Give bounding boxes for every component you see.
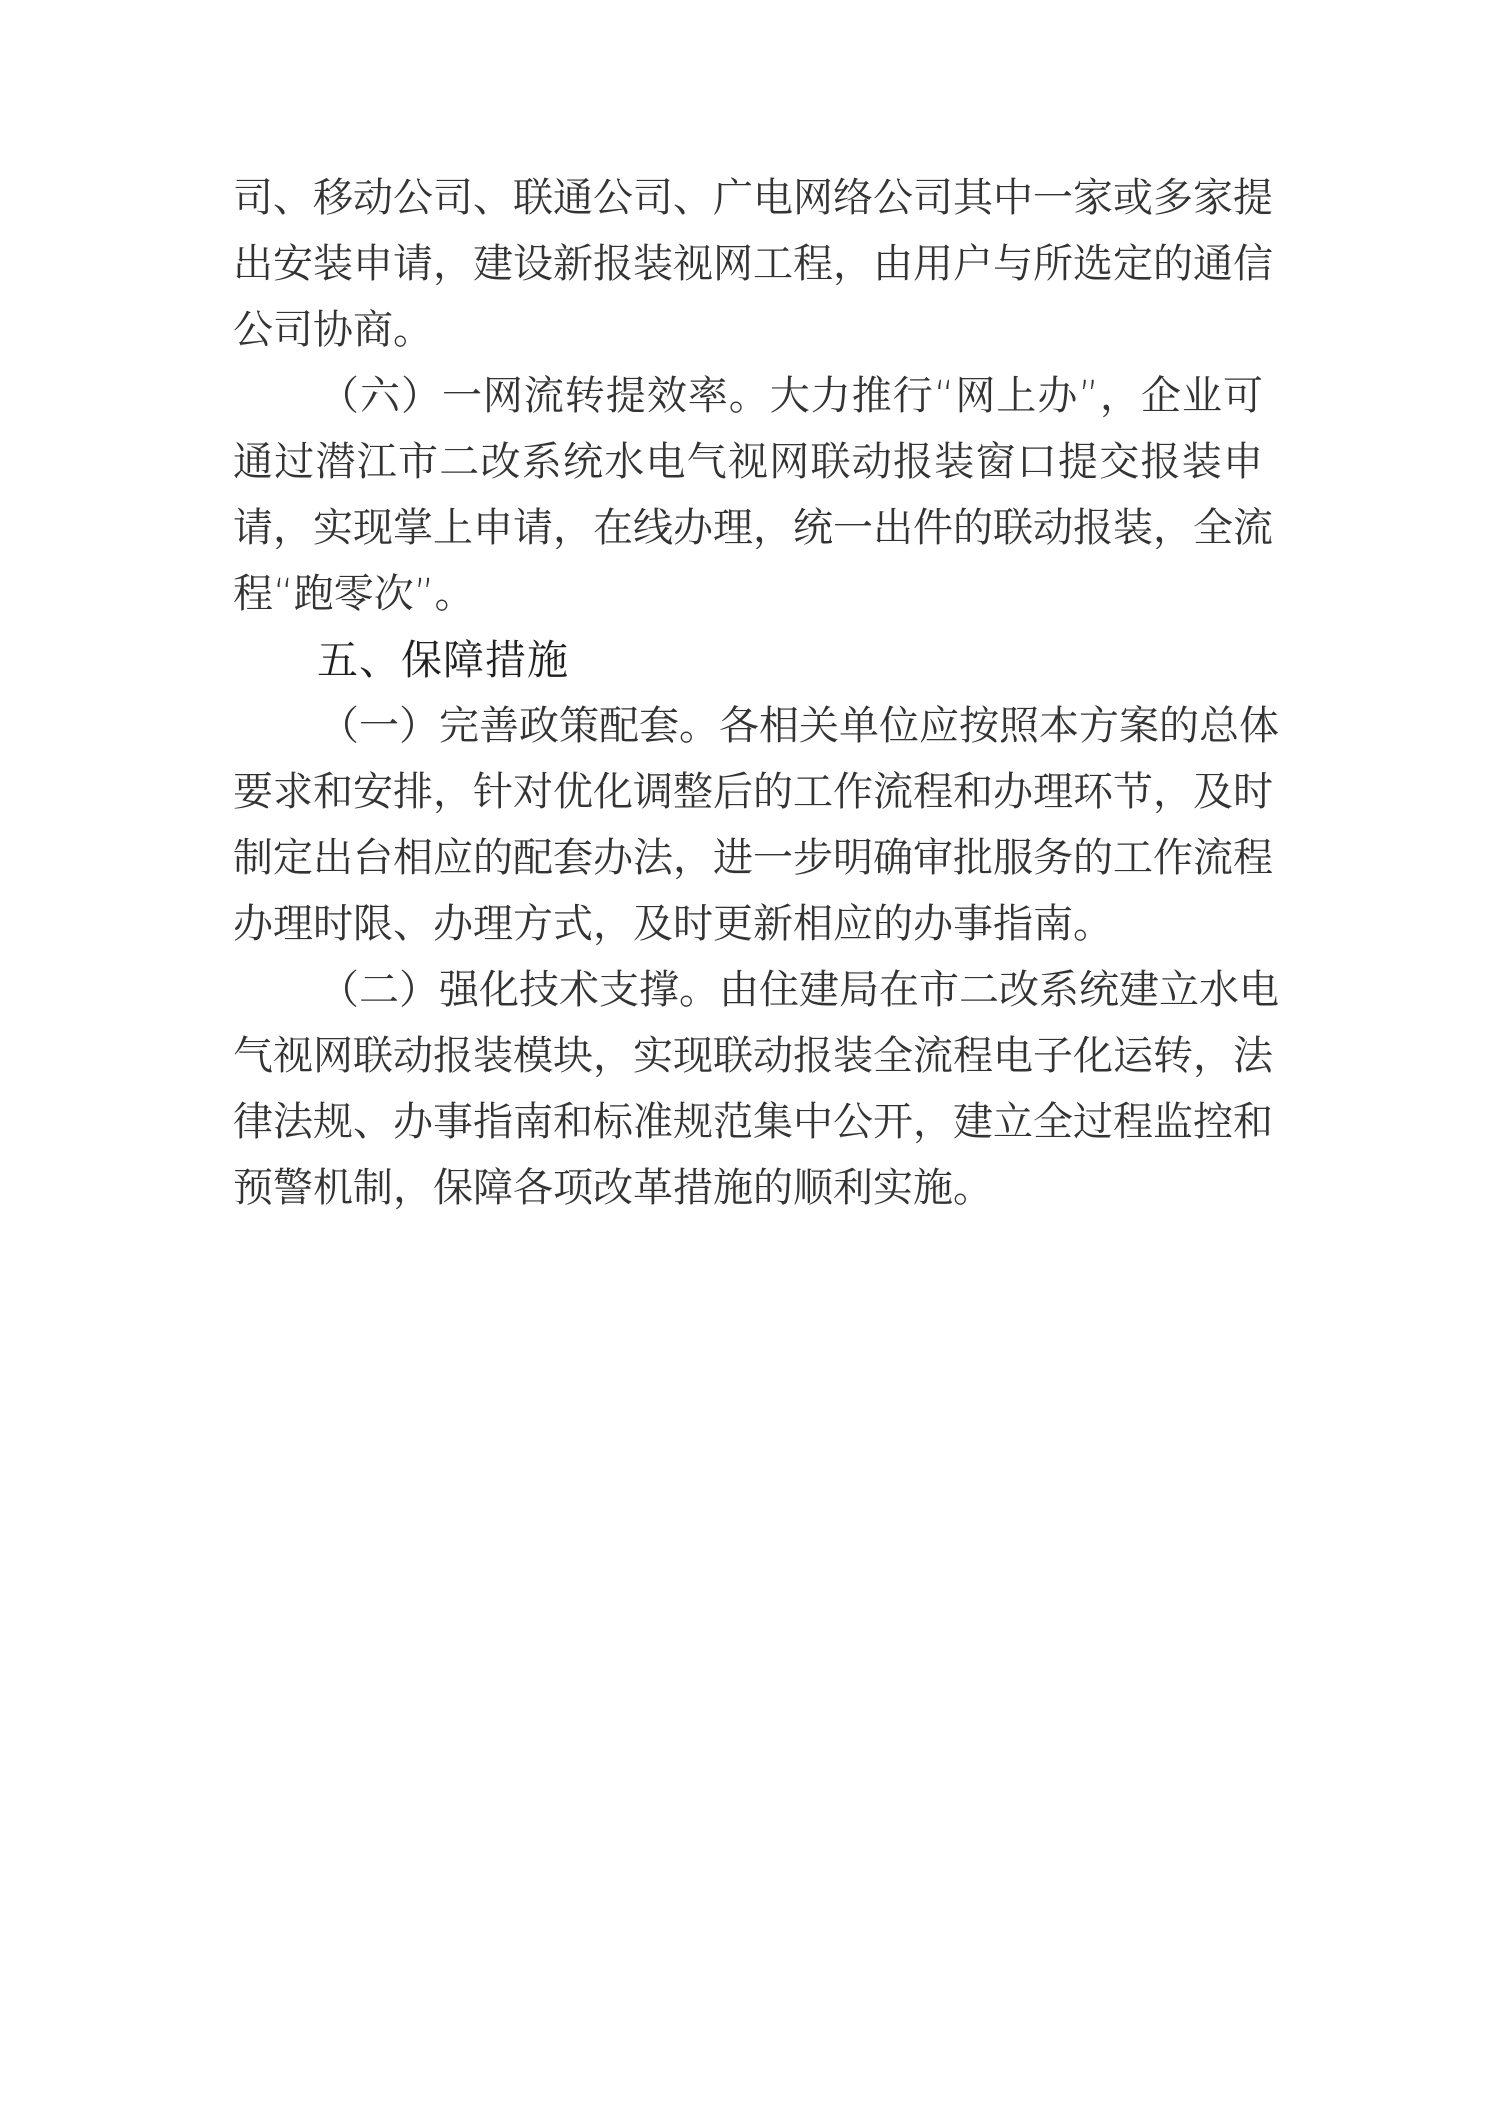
paragraph-line: （六）一网流转提效率。大力推行“网上办”，企业可 xyxy=(319,373,1263,419)
document-body xyxy=(233,165,1279,1221)
paragraph-line: （一）完善政策配套。各相关单位应按照本方案的总体 xyxy=(319,703,1279,749)
paragraph-line: 请，实现掌上申请，在线办理，统一出件的联动报装，全流 xyxy=(233,505,1273,551)
paragraph-item-6 xyxy=(233,363,1273,627)
paragraph-line: 制定出台相应的配套办法，进一步明确审批服务的工作流程 xyxy=(233,835,1273,881)
paragraph-line: 气视网联动报装模块，实现联动报装全流程电子化运转，法 xyxy=(233,1033,1273,1079)
paragraph-line: 办理时限、办理方式，及时更新相应的办事指南。 xyxy=(233,901,1113,947)
paragraph-item-2 xyxy=(233,957,1279,1221)
paragraph-line: 出安装申请，建设新报装视网工程，由用户与所选定的通信 xyxy=(233,241,1273,287)
paragraph-line: 要求和安排，针对优化调整后的工作流程和办理环节，及时 xyxy=(233,769,1273,815)
paragraph-item-1 xyxy=(233,693,1279,957)
paragraph-line: 程“跑零次”。 xyxy=(233,571,475,617)
paragraph-line: 通过潜江市二改系统水电气视网联动报装窗口提交报装申 xyxy=(233,439,1263,485)
section-heading: 五、保障措施 xyxy=(317,636,569,684)
paragraph-line: 律法规、办事指南和标准规范集中公开，建立全过程监控和 xyxy=(233,1099,1273,1145)
paragraph-continuation xyxy=(233,165,1273,363)
paragraph-line: 司、移动公司、联通公司、广电网络公司其中一家或多家提 xyxy=(233,175,1273,221)
paragraph-line: 预警机制，保障各项改革措施的顺利实施。 xyxy=(233,1165,993,1211)
paragraph-line: （二）强化技术支撑。由住建局在市二改系统建立水电 xyxy=(319,967,1279,1013)
paragraph-line: 公司协商。 xyxy=(233,307,433,353)
